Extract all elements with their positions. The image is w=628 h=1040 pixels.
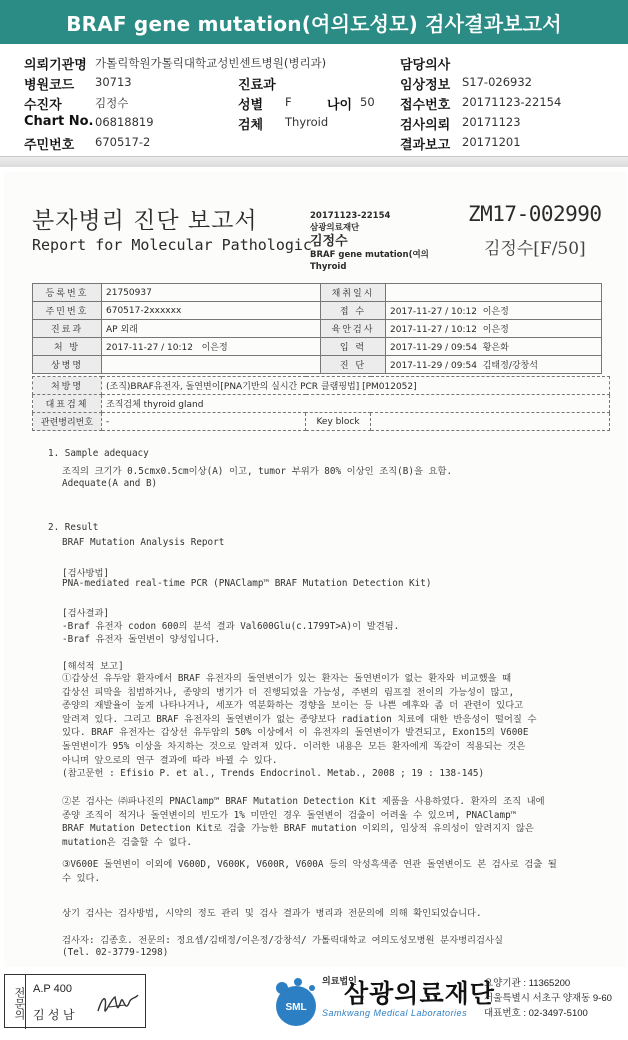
examiner-line: 검사자: 김종호. 전문의: 정요셉/김태정/이은정/강창석/ 가톨릭대학교 여의도성모병원 분자병리검사실 xyxy=(62,935,503,946)
result-line2: -Braf 유전자 돌연변이 양성입니다. xyxy=(62,634,221,645)
pre-cell xyxy=(386,320,602,338)
diag-cell xyxy=(386,356,602,374)
rx-who: 이은정 xyxy=(201,343,228,353)
dept-label: 진료과 xyxy=(238,78,276,93)
hospital-value: 가톨릭학원가톨릭대학교성빈센트병원(병리과) xyxy=(95,56,327,70)
receipt-value: 20171123-22154 xyxy=(462,95,562,109)
interp-line: 갑상선 피막을 침범하거나, 종양의 병기가 더 진행되었을 가능성, 주변의 림프절 전이의 가능성이 많고, xyxy=(62,686,515,698)
ap-code: A.P 400 xyxy=(33,983,72,995)
org-phone: 대표번호 : 02-3497-5100 xyxy=(484,1008,588,1019)
interp-line: 있다. BRAF 유전자는 갑상선 유두암의 50% 이상에서 이 유전자의 돌연변이가 발견되고, Exon15의 V600E xyxy=(62,727,529,739)
note2-line: 종양 조직이 적거나 돌연변이의 빈도가 1% 미만인 경우 돌연변이 검출이 어려울 수 있으며, PNAClamp™ xyxy=(62,809,517,821)
label-code: 20171123-22154 xyxy=(310,211,391,221)
clinical-value: S17-026932 xyxy=(462,75,532,89)
age-label: 나이 xyxy=(327,98,353,113)
order-info-table xyxy=(32,376,610,431)
specimen-label-sticker xyxy=(310,210,429,273)
interp-line: 돌연변이가 95% 이상을 차지하는 것으로 알려져 있다. 이러한 내용은 모든 환자에게 똑같이 적용되는 것은 xyxy=(62,740,526,752)
specimen-label: 검체 xyxy=(238,118,264,133)
interp-line: (참고문헌 : Efisio P. et al., Trends Endocrinol. Metab., 2008 ; 19 : 138-145) xyxy=(62,768,485,780)
rrn-label: 주민번호 xyxy=(24,138,75,153)
interp-line: ①갑상선 유두암 환자에서 BRAF 유전자의 돌연변이가 있는 환자는 돌연변이가 없는 환자와 비교했을 때 xyxy=(62,673,512,684)
result-head: [검사결과] xyxy=(62,608,110,619)
method-head: [검사방법] xyxy=(62,568,110,579)
receipt-label: 접수번호 xyxy=(400,98,451,113)
reg-value: 21750937 xyxy=(102,284,321,302)
section-separator xyxy=(0,156,628,167)
patient-value: 김정수 xyxy=(95,96,129,110)
note3-line: 수 있다. xyxy=(62,872,101,884)
rep-specimen-label: 대표검체 xyxy=(33,395,102,413)
note2-line: BRAF Mutation Detection Kit로 검출 가능한 BRAF mutation 이외의, 임상적 유의성이 알려지지 않은 xyxy=(62,823,534,835)
report-title-en: Report for Molecular Pathologic xyxy=(32,236,312,254)
note2-line: ②본 검사는 ㈜파나진의 PNAClamp™ BRAF Mutation Detection Kit 제품을 사용하였다. 환자의 조직 내에 xyxy=(62,796,545,807)
chart-value: 06818819 xyxy=(95,115,154,129)
pre-who: 이은정 xyxy=(482,325,509,335)
note2-block xyxy=(62,795,545,849)
label-name: 김정수 xyxy=(310,234,348,249)
rrn2-value: 670517-2xxxxxx xyxy=(102,302,321,320)
input-value: 2017-11-29 / 09:54 xyxy=(390,343,477,353)
order-value: (조직)BRAF유전자, 돌연변이[PNA기반의 실시간 PCR 클램핑법] [PM012052] xyxy=(102,377,610,395)
signature-box xyxy=(4,974,146,1028)
receive-value: 2017-11-27 / 10:12 xyxy=(390,307,477,317)
clinical-label: 임상정보 xyxy=(400,78,451,93)
age-value: 50 xyxy=(360,95,375,109)
dept2-label: 진료과 xyxy=(33,320,102,338)
request-value: 20171123 xyxy=(462,115,521,129)
rrn2-label: 주민번호 xyxy=(33,302,102,320)
request-label: 검사의뢰 xyxy=(400,118,451,133)
dept2-value: AP 외래 xyxy=(102,320,321,338)
rep-specimen-value: 조직검체 thyroid gland xyxy=(102,395,610,413)
result-label: 결과보고 xyxy=(400,138,451,153)
doctor-label: 담당의사 xyxy=(400,58,451,73)
sex-value: F xyxy=(285,95,292,109)
note3-line: ③V600E 돌연변이 이외에 V600D, V600K, V600R, V600A 등의 악성흑색종 연관 돌연변이도 본 검사로 검출 될 xyxy=(62,859,557,870)
sample-line1: 조직의 크기가 0.5cmx0.5cm이상(A) 이고, tumor 부위가 80% 이상인 조직(B)을 요함. xyxy=(62,466,453,477)
signature-scribble xyxy=(95,987,141,1021)
receive-cell xyxy=(386,302,602,320)
reg-label: 등록번호 xyxy=(33,284,102,302)
disease-value xyxy=(102,356,321,374)
sex-label: 성별 xyxy=(238,98,264,113)
org-name: 삼광의료재단 xyxy=(344,979,495,1008)
input-who: 황은화 xyxy=(482,343,509,353)
code-label: 병원코드 xyxy=(24,78,75,93)
doctor-name: 김 성 남 xyxy=(33,1008,75,1022)
receive-who: 이은정 xyxy=(482,307,509,317)
org-contact xyxy=(484,976,612,1021)
sample-title: 1. Sample adequacy xyxy=(48,448,149,459)
note2-line: mutation은 검출할 수 없다. xyxy=(62,836,193,848)
result-value: 20171201 xyxy=(462,135,521,149)
collect-value xyxy=(386,284,602,302)
result-line1: -Braf 유전자 codon 600의 분석 결과 Val600Glu(c.1799T>A)이 발견됨. xyxy=(62,621,400,632)
sml-logo-icon xyxy=(268,976,322,1028)
rx-value: 2017-11-27 / 10:12 xyxy=(106,343,193,353)
header-info xyxy=(0,46,628,154)
diag-value: 2017-11-29 / 09:54 xyxy=(390,361,477,371)
rrn-value: 670517-2 xyxy=(95,135,151,149)
order-label: 처방명 xyxy=(33,377,102,395)
label-specimen: Thyroid xyxy=(310,262,347,272)
stamp-label: 전문의 xyxy=(5,975,26,1029)
zm-number: ZM17-002990 xyxy=(468,202,602,226)
report-title-ko: 분자병리 진단 보고서 xyxy=(32,208,258,234)
patient-tag: 김정수[F/50] xyxy=(484,239,586,259)
report-title: BRAF gene mutation(여의도성모) 검사결과보고서 xyxy=(66,11,562,36)
input-label: 입 력 xyxy=(321,338,386,356)
label-org: 삼광의료재단 xyxy=(310,223,360,233)
sml-text: SML xyxy=(285,1002,307,1013)
interp-block xyxy=(62,672,536,781)
method-text: PNA-mediated real-time PCR (PNAClamp™ BRAF Mutation Detection Kit) xyxy=(62,578,432,589)
result-title: 2. Result xyxy=(48,522,99,533)
keyblock-label: Key block xyxy=(306,413,371,431)
pre-label: 육안검사 xyxy=(321,320,386,338)
footer xyxy=(0,970,628,1040)
input-cell xyxy=(386,338,602,356)
collect-label: 채취일시 xyxy=(321,284,386,302)
interp-line: 종양의 재발율이 높게 나타나거나, 세포가 역분화하는 경향을 보이는 등 나쁜 예후와 좀 더 관련이 있다고 xyxy=(62,700,524,712)
org-prefix: 의료법인 xyxy=(322,976,357,986)
interp-line: 알려져 있다. 그리고 BRAF 유전자의 돌연변이가 없는 종양보다 radiation 치료에 대한 반응성이 떨어질 수 xyxy=(62,713,537,725)
org-en: Samkwang Medical Laboratories xyxy=(322,1008,468,1018)
tel-line: (Tel. 02-3779-1298) xyxy=(62,947,169,958)
receive-label: 접 수 xyxy=(321,302,386,320)
specimen-value: Thyroid xyxy=(285,115,329,129)
patient-info-table xyxy=(32,283,602,374)
interp-head: [해석적 보고] xyxy=(62,661,124,672)
interp-line: 아니며 앞으로의 연구 결과에 따라 바뀔 수 있다. xyxy=(62,754,278,766)
rx-label: 처 방 xyxy=(33,338,102,356)
agency-code: 요양기관 : 11365200 xyxy=(484,978,571,989)
scanned-report xyxy=(4,172,626,967)
patient-label: 수진자 xyxy=(24,98,62,113)
diag-label: 진 단 xyxy=(321,356,386,374)
sample-line2: Adequate(A and B) xyxy=(62,478,158,489)
rx-cell xyxy=(102,338,321,356)
confirm-line: 상기 검사는 검사방법, 시약의 정도 관리 및 검사 결과가 병리과 전문의에 의해 확인되었습니다. xyxy=(62,908,482,919)
disease-label: 상병명 xyxy=(33,356,102,374)
report-title-bar xyxy=(0,0,628,44)
result-sub: BRAF Mutation Analysis Report xyxy=(62,537,225,548)
diag-who: 김태정/강창석 xyxy=(482,361,538,371)
hospital-label: 의뢰기관명 xyxy=(24,58,87,73)
code-value: 30713 xyxy=(95,75,132,89)
related-value: - xyxy=(102,413,306,431)
label-test: BRAF gene mutation(여의 xyxy=(310,250,429,260)
related-label: 관련병리번호 xyxy=(33,413,102,431)
org-address: 서울특별시 서초구 양재동 9-60 xyxy=(484,993,612,1004)
note3-block xyxy=(62,858,557,885)
keyblock-value xyxy=(371,413,610,431)
pre-value: 2017-11-27 / 10:12 xyxy=(390,325,477,335)
chart-label: Chart No. xyxy=(24,114,94,129)
